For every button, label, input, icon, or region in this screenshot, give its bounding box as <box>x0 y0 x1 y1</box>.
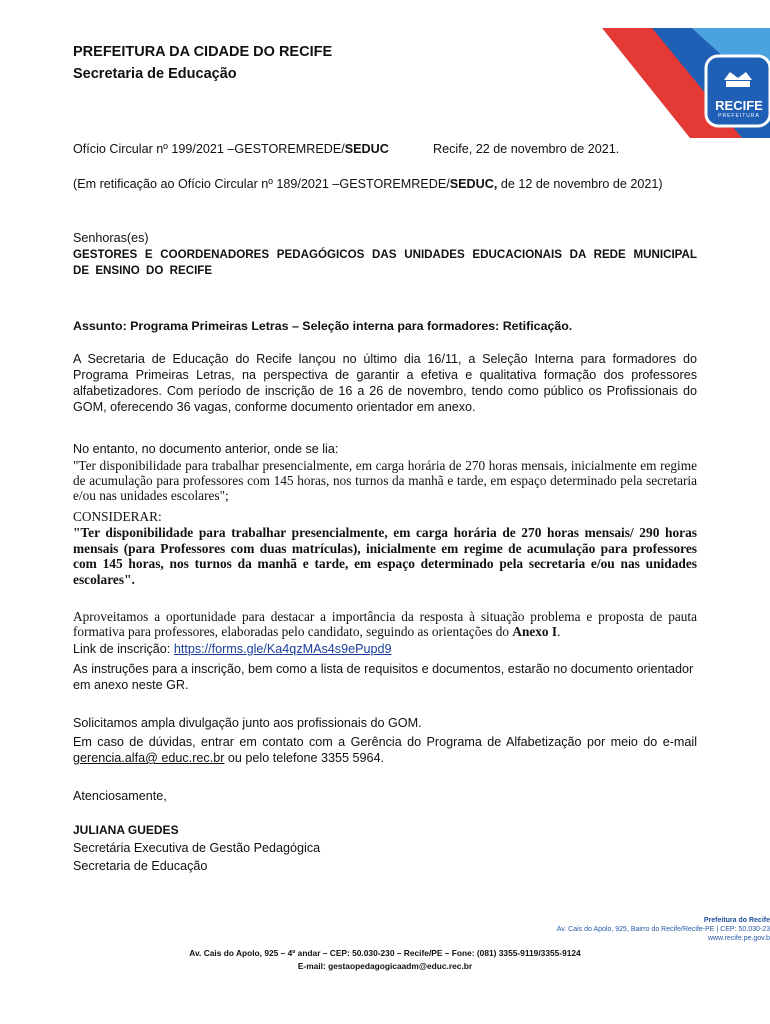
new-requirement: "Ter disponibilidade para trabalhar presencialmente, em carga horária de 270 horas mensais/ 290 horas mensais (para Professores com duas matrículas), inicialmente em regime de acumulação para professores com 145 horas, nos turnos da manhã e tarde, em espaço determinado pela secretaria e/ou nas unidades escolares". <box>73 525 697 587</box>
city-name: Prefeitura do Recife <box>703 917 770 924</box>
instructions-paragraph: As instruções para a inscrição, bem como a lista de requisitos e documentos, estarão no documento orientador em anexo neste GR. <box>73 662 694 692</box>
letter-date: Recife, 22 de novembro de 2021. <box>433 142 620 156</box>
opportunity-paragraph: Aproveitamos a oportunidade para destacar a importância da resposta à situação problema e proposta de pauta formativa para professores, elaboradas pelo candidato, seguindo as orientações do Anexo I. <box>73 609 697 639</box>
signer-department: Secretaria de Educação <box>73 859 208 873</box>
registration-link[interactable]: https://forms.gle/Ka4qzMAs4s9ePupd9 <box>173 642 392 656</box>
annex-reference: Anexo I <box>512 624 558 639</box>
letter-reference <box>73 141 389 157</box>
reference-number: Ofício Circular nº 199/2021 –GESTOREMREDE/ <box>73 142 345 156</box>
retification-note: (Em retificação ao Ofício Circular nº 189/2021 –GESTOREMREDE/SEDUC, de 12 de novembro de 2021) <box>73 177 663 191</box>
logo-subtext: PREFEITURA <box>718 113 760 119</box>
signer-title: Secretária Executiva de Gestão Pedagógica <box>73 841 321 855</box>
contact-paragraph: Em caso de dúvidas, entrar em contato com a Gerência do Programa de Alfabetização por meio do e-mail gerencia.alfa@ educ.rec.br ou pelo telefone 3355 5964. <box>73 735 697 765</box>
department-name: Secretaria de Educação <box>73 66 237 82</box>
reference-dept: SEDUC <box>344 142 389 156</box>
registration-link-line: Link de inscrição: https://forms.gle/Ka4qzMAs4s9ePupd9 <box>73 642 392 656</box>
subject-line: Assunto: Programa Primeiras Letras – Seleção interna para formadores: Retificação. <box>73 319 573 333</box>
recife-logo <box>592 28 770 138</box>
consider-label: CONSIDERAR: <box>73 509 162 524</box>
contact-email[interactable]: gerencia.alfa@ educ.rec.br <box>73 751 225 765</box>
city-contact-block <box>430 916 770 943</box>
closing: Atenciosamente, <box>73 789 167 803</box>
addressee: GESTORES E COORDENADORES PEDAGÓGICOS DAS UNIDADES EDUCACIONAIS DA REDE MUNICIPAL DE ENSINO DO RECIFE <box>73 248 697 277</box>
footer-email: E-mail: gestaopedagogicaadm@educ.rec.br <box>297 961 473 971</box>
request-line: Solicitamos ampla divulgação junto aos profissionais do GOM. <box>73 716 422 730</box>
salutation: Senhoras(es) <box>73 231 149 245</box>
old-requirement: "Ter disponibilidade para trabalhar presencialmente, em carga horária de 270 horas mensais, inicialmente em regime de acumulação para professores com 145 horas, nos turnos da manhã e tarde, em espaço determinado pela secretaria e/ou nas unidades escolares"; <box>73 458 697 503</box>
city-address: Av. Cais do Apolo, 925, Bairro do Recife/Recife-PE | CEP: 50.030-23 <box>556 926 770 933</box>
city-website: www.recife.pe.gov.b <box>707 935 770 942</box>
intro-old-text: No entanto, no documento anterior, onde se lia: <box>73 442 339 456</box>
footer-address: Av. Cais do Apolo, 925 – 4º andar – CEP: 50.030-230 – Recife/PE – Fone: (081) 3355-9119/3355-9124 <box>189 948 581 958</box>
intro-paragraph: A Secretaria de Educação do Recife lançou no último dia 16/11, a Seleção Interna para formadores do Programa Primeiras Letras, na perspectiva de garantir a efetiva e qualitativa formação dos professores alfabetizadores. Com período de inscrição de 16 a 26 de novembro, tendo como público os Profissionais do GOM, oferecendo 36 vagas, conforme documento orientador em anexo. <box>73 352 697 414</box>
signer-name: JULIANA GUEDES <box>73 823 179 837</box>
org-name: PREFEITURA DA CIDADE DO RECIFE <box>73 44 333 60</box>
logo-text: RECIFE <box>715 98 763 113</box>
